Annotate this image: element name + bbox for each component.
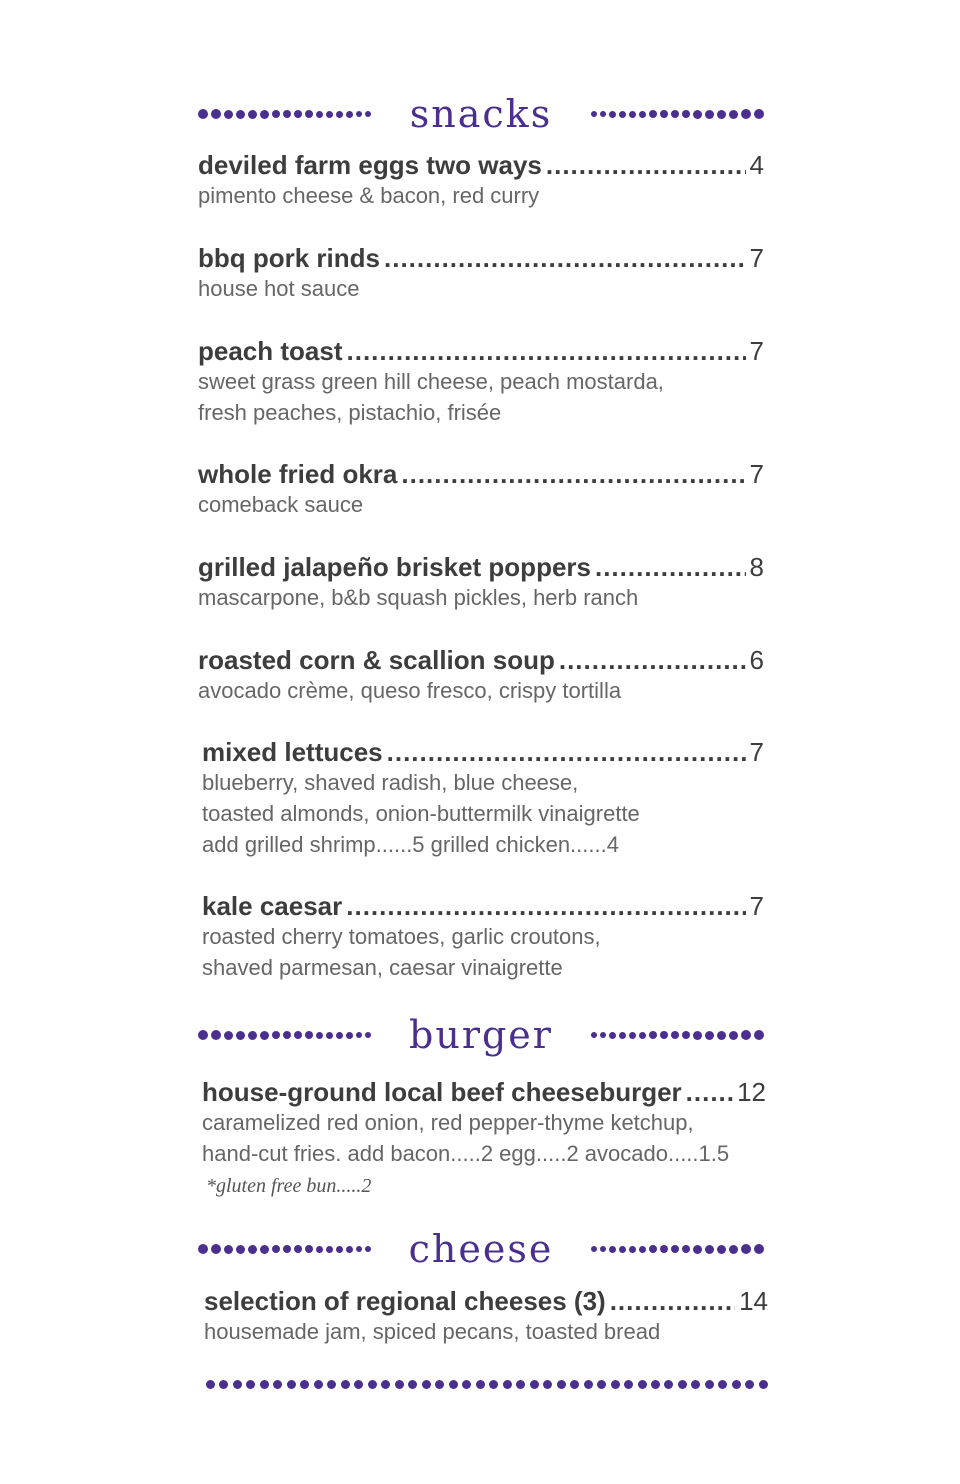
decorative-dot (211, 1030, 221, 1040)
decorative-dot (629, 1032, 636, 1039)
decorative-dot (198, 1244, 208, 1254)
item-name: house-ground local beef cheeseburger (202, 1077, 682, 1107)
decorative-dot (294, 1245, 302, 1253)
decorative-dot (356, 1032, 362, 1038)
decorative-dot (273, 1380, 282, 1389)
item-price: 8 (749, 552, 764, 582)
decorative-dot (272, 1031, 280, 1039)
decorative-dot (294, 1031, 302, 1039)
decorative-dot (365, 1246, 371, 1252)
decorative-dot (516, 1380, 525, 1389)
decorative-dot (305, 1245, 313, 1253)
dot-leader (387, 737, 746, 767)
decorative-dot (449, 1380, 458, 1389)
decorative-dot (476, 1380, 485, 1389)
decorative-dot (671, 110, 679, 118)
item-description: mascarpone, b&b squash pickles, herb ranch (198, 585, 639, 610)
decorative-dot (327, 1380, 336, 1389)
decorative-dot (224, 1031, 233, 1040)
dot-leader (346, 891, 745, 921)
decorative-dot (600, 1032, 606, 1038)
decorative-dot (600, 111, 606, 117)
decorative-dot (741, 1030, 751, 1040)
decorative-dot (619, 1246, 626, 1253)
decorative-dot (260, 110, 269, 119)
item-price: 6 (749, 645, 764, 675)
decorative-dot (639, 1246, 646, 1253)
decorative-dot (211, 109, 221, 119)
decorative-dot (705, 1245, 714, 1254)
decorative-dot (660, 1031, 668, 1039)
section-title-snacks: snacks (409, 92, 553, 136)
item-name: selection of regional cheeses (3) (204, 1286, 606, 1316)
decorative-dot (745, 1380, 754, 1389)
menu-item (198, 150, 764, 211)
decorative-dot (489, 1380, 498, 1389)
decorative-dot (619, 111, 626, 118)
item-name: deviled farm eggs two ways (198, 150, 542, 180)
decorative-dot (341, 1380, 350, 1389)
decorative-dot (326, 111, 333, 118)
decorative-dot (314, 1380, 323, 1389)
decorative-dot (754, 1244, 764, 1254)
menu-item (202, 737, 764, 860)
decorative-dot (368, 1380, 377, 1389)
item-addons: add grilled shrimp......5 grilled chicken......4 (202, 832, 619, 857)
decorative-dot (754, 109, 764, 119)
dot-leader (686, 1077, 733, 1107)
item-name: roasted corn & scallion soup (198, 645, 555, 675)
decorative-dot (741, 1244, 751, 1254)
menu-item (198, 459, 764, 520)
decorative-dot (651, 1380, 660, 1389)
item-description: sweet grass green hill cheese, peach mostarda, (198, 369, 664, 394)
item-price: 7 (749, 336, 764, 366)
decorative-dot (611, 1380, 620, 1389)
dot-rule-right (591, 1244, 764, 1254)
decorative-dot (462, 1380, 471, 1389)
dot-rule-left (198, 1244, 371, 1254)
item-description: caramelized red onion, red pepper-thyme ketchup, (202, 1110, 694, 1135)
decorative-dot (219, 1380, 228, 1389)
decorative-dot (283, 1245, 291, 1253)
decorative-dot (336, 1032, 343, 1039)
decorative-dot (365, 111, 371, 117)
decorative-dot (705, 1031, 714, 1040)
decorative-dot (705, 1380, 714, 1389)
decorative-dot (729, 1245, 738, 1254)
decorative-dot (248, 1031, 257, 1040)
decorative-dot (717, 110, 726, 119)
decorative-dot (649, 1245, 657, 1253)
decorative-dot (660, 1245, 668, 1253)
decorative-dot (246, 1380, 255, 1389)
dot-leader (546, 150, 746, 180)
section-title-burger: burger (409, 1013, 553, 1057)
section-header-snacks (198, 84, 764, 144)
item-description: roasted cherry tomatoes, garlic croutons, (202, 924, 601, 949)
item-description: avocado crème, queso fresco, crispy tortilla (198, 678, 622, 703)
decorative-dot (530, 1380, 539, 1389)
decorative-dot (609, 111, 616, 118)
item-description: house hot sauce (198, 276, 360, 301)
dot-leader (384, 243, 746, 273)
decorative-dot (759, 1380, 768, 1389)
decorative-dot (557, 1380, 566, 1389)
decorative-dot (283, 110, 291, 118)
decorative-dot (629, 111, 636, 118)
decorative-dot (422, 1380, 431, 1389)
dot-leader (401, 459, 745, 489)
decorative-dot (591, 1032, 597, 1038)
decorative-dot (600, 1246, 606, 1252)
decorative-dot (638, 1380, 647, 1389)
decorative-dot (639, 1032, 646, 1039)
decorative-dot (294, 110, 302, 118)
decorative-dot (754, 1030, 764, 1040)
decorative-dot (705, 110, 714, 119)
decorative-dot (336, 1246, 343, 1253)
item-name: whole fried okra (198, 459, 398, 489)
menu-item (202, 891, 764, 983)
item-price: 12 (737, 1077, 766, 1107)
decorative-dot (543, 1380, 552, 1389)
menu-item (202, 1077, 766, 1203)
decorative-dot (660, 110, 668, 118)
decorative-dot (206, 1380, 215, 1389)
decorative-dot (639, 111, 646, 118)
decorative-dot (408, 1380, 417, 1389)
decorative-dot (693, 110, 702, 119)
item-description: fresh peaches, pistachio, frisée (198, 400, 502, 425)
dot-rule-right (591, 109, 764, 119)
decorative-dot (260, 1380, 269, 1389)
decorative-dot (211, 1244, 221, 1254)
section-title-cheese: cheese (408, 1227, 554, 1271)
decorative-dot (609, 1032, 616, 1039)
decorative-dot (718, 1380, 727, 1389)
decorative-dot (287, 1380, 296, 1389)
menu-item (198, 336, 764, 428)
item-description: comeback sauce (198, 492, 364, 517)
item-name: bbq pork rinds (198, 243, 380, 273)
item-price: 14 (739, 1286, 768, 1316)
decorative-dot (729, 110, 738, 119)
menu-item (198, 243, 764, 304)
decorative-dot (693, 1245, 702, 1254)
decorative-dot (717, 1031, 726, 1040)
decorative-dot (316, 1032, 323, 1039)
decorative-dot (326, 1032, 333, 1039)
decorative-dot (300, 1380, 309, 1389)
dot-rule-left (198, 109, 371, 119)
decorative-dot (729, 1031, 738, 1040)
dot-leader (610, 1286, 735, 1316)
decorative-dot (316, 1246, 323, 1253)
decorative-dot (365, 1032, 371, 1038)
decorative-dot (741, 109, 751, 119)
item-description: pimento cheese & bacon, red curry (198, 183, 540, 208)
decorative-dot (609, 1246, 616, 1253)
item-description: toasted almonds, onion-buttermilk vinaigrette (202, 801, 640, 826)
decorative-dot (717, 1245, 726, 1254)
decorative-dot (316, 111, 323, 118)
decorative-dot (236, 110, 245, 119)
decorative-dot (346, 1032, 353, 1039)
decorative-dot (591, 1246, 597, 1252)
bottom-dot-rule (206, 1376, 768, 1392)
decorative-dot (346, 1246, 353, 1253)
decorative-dot (624, 1380, 633, 1389)
decorative-dot (584, 1380, 593, 1389)
item-description: housemade jam, spiced pecans, toasted bread (204, 1319, 661, 1344)
menu-item (198, 552, 764, 613)
item-name: mixed lettuces (202, 737, 383, 767)
dot-rule-left (198, 1030, 371, 1040)
menu-item (198, 645, 764, 706)
decorative-dot (435, 1380, 444, 1389)
decorative-dot (356, 1246, 362, 1252)
decorative-dot (693, 1031, 702, 1040)
decorative-dot (236, 1245, 245, 1254)
decorative-dot (591, 111, 597, 117)
dot-leader (559, 645, 746, 675)
decorative-dot (678, 1380, 687, 1389)
decorative-dot (671, 1245, 679, 1253)
decorative-dot (682, 110, 690, 118)
decorative-dot (395, 1380, 404, 1389)
dot-rule-right (591, 1030, 764, 1040)
item-name: peach toast (198, 336, 343, 366)
decorative-dot (732, 1380, 741, 1389)
decorative-dot (619, 1032, 626, 1039)
item-price: 7 (749, 459, 764, 489)
decorative-dot (664, 1380, 673, 1389)
decorative-dot (354, 1380, 363, 1389)
decorative-dot (381, 1380, 390, 1389)
decorative-dot (649, 110, 657, 118)
section-header-burger (198, 1005, 764, 1065)
decorative-dot (272, 1245, 280, 1253)
decorative-dot (682, 1245, 690, 1253)
decorative-dot (336, 111, 343, 118)
decorative-dot (503, 1380, 512, 1389)
item-price: 4 (749, 150, 764, 180)
decorative-dot (649, 1031, 657, 1039)
decorative-dot (236, 1031, 245, 1040)
decorative-dot (346, 111, 353, 118)
decorative-dot (198, 109, 208, 119)
section-header-cheese (198, 1219, 764, 1279)
dot-leader (347, 336, 746, 366)
decorative-dot (272, 110, 280, 118)
decorative-dot (260, 1031, 269, 1040)
decorative-dot (305, 110, 313, 118)
decorative-dot (260, 1245, 269, 1254)
decorative-dot (356, 111, 362, 117)
decorative-dot (682, 1031, 690, 1039)
item-description: shaved parmesan, caesar vinaigrette (202, 955, 563, 980)
item-name: kale caesar (202, 891, 343, 921)
item-price: 7 (749, 891, 764, 921)
decorative-dot (283, 1031, 291, 1039)
decorative-dot (248, 1245, 257, 1254)
decorative-dot (691, 1380, 700, 1389)
menu-item (204, 1286, 768, 1347)
item-note: *gluten free bun.....2 (206, 1175, 372, 1197)
decorative-dot (224, 1245, 233, 1254)
item-name: grilled jalapeño brisket poppers (198, 552, 591, 582)
decorative-dot (629, 1246, 636, 1253)
decorative-dot (248, 110, 257, 119)
item-description: blueberry, shaved radish, blue cheese, (202, 770, 579, 795)
decorative-dot (224, 110, 233, 119)
decorative-dot (198, 1030, 208, 1040)
decorative-dot (597, 1380, 606, 1389)
item-price: 7 (749, 737, 764, 767)
item-price: 7 (749, 243, 764, 273)
item-addons: hand-cut fries. add bacon.....2 egg.....2 avocado.....1.5 (202, 1141, 730, 1166)
decorative-dot (305, 1031, 313, 1039)
decorative-dot (570, 1380, 579, 1389)
decorative-dot (233, 1380, 242, 1389)
dot-leader (595, 552, 746, 582)
decorative-dot (671, 1031, 679, 1039)
decorative-dot (326, 1246, 333, 1253)
